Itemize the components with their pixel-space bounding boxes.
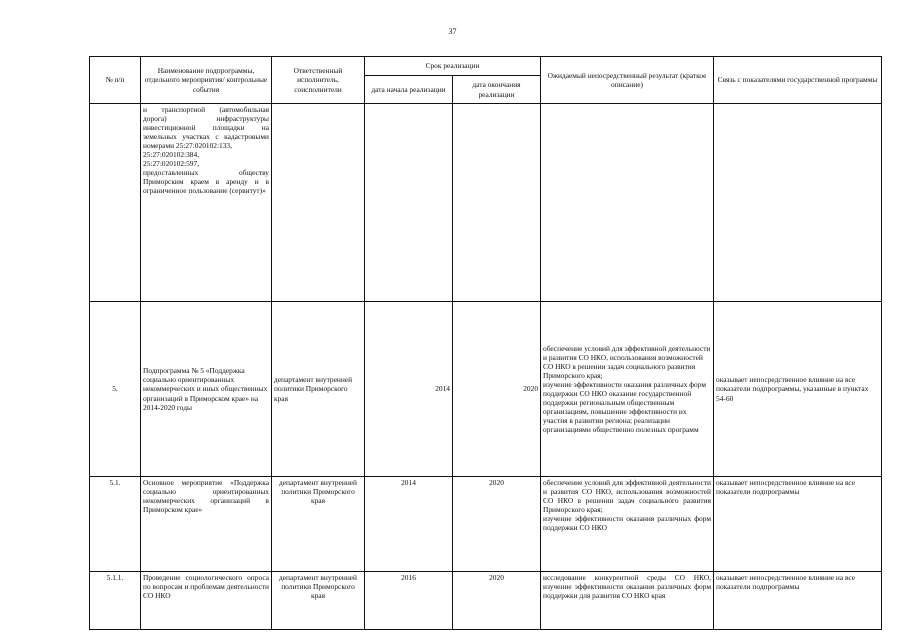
table-row <box>90 477 882 572</box>
row-num: 5. <box>90 302 141 477</box>
row-responsible <box>272 104 365 302</box>
row-end: 2020 <box>453 302 541 477</box>
table-row <box>90 572 882 630</box>
row-link: оказывает непосредственное влияние на все показатели подпрограммы, указанные в пунктах 54-60 <box>714 302 882 477</box>
row-num <box>90 104 141 302</box>
header-period: Срок реализации <box>365 57 541 76</box>
row-result: исследование конкурентной среды СО НКО, изучение эффективности оказания различных форм поддержки для развития СО НКО края <box>541 572 714 630</box>
header-num: № п/п <box>90 57 141 104</box>
table-row <box>90 302 882 477</box>
row-responsible: департамент внутренней политики Приморского края <box>272 477 365 572</box>
row-result <box>541 104 714 302</box>
program-table <box>89 56 882 630</box>
header-name: Наименование подпрограммы, отдельного мероприятия/ контрольные события <box>141 57 272 104</box>
page-number: 37 <box>448 27 457 36</box>
row-start: 2014 <box>365 302 453 477</box>
table-row <box>90 104 882 302</box>
row-name: и транспортной (автомобильная дорога) инфраструктуры инвестиционной площадки на земельных участках с кадастровыми номерами 25:27:020102:133, 25:27:020102:384, 25:27:020102:597, предоставленных обществу Приморским краем в аренду и в ограниченное пользование (сервитут)» <box>141 104 272 302</box>
row-start <box>365 104 453 302</box>
row-start: 2014 <box>365 477 453 572</box>
row-end <box>453 104 541 302</box>
header-link: Связь с показателями государственной программы <box>714 57 882 104</box>
row-num: 5.1.1. <box>90 572 141 630</box>
header-start: дата начала реализации <box>365 76 453 104</box>
row-link <box>714 104 882 302</box>
header-result: Ожидаемый непосредственный результат (краткое описание) <box>541 57 714 104</box>
row-name: Подпрограмма № 5 «Поддержка социально ориентированных некоммерческих и иных общественных организаций в Приморском крае» на 2014-2020 годы <box>141 302 272 477</box>
header-responsible: Ответственный исполнитель, соисполнители <box>272 57 365 104</box>
row-link: оказывает непосредственное влияние на все показатели подпрограммы <box>714 477 882 572</box>
row-end: 2020 <box>453 572 541 630</box>
row-name: Проведение социологического опроса по вопросам и проблемам деятельности СО НКО <box>141 572 272 630</box>
row-link: оказывает непосредственное влияние на все показатели подпрограммы <box>714 572 882 630</box>
row-result: обеспечение условий для эффективной деятельности и развития СО НКО, использования возможностей СО НКО в решении задач социального развития Приморского края; изучение эффективности оказания различных форм поддержки СО НКО оказание государственной поддержки региональным общественным организациям, повышение эффективности их участия в развитии региона; реализации организациями общественно полезных программ <box>541 302 714 477</box>
row-responsible: департамент внутренней политики Приморского края <box>272 302 365 477</box>
row-name: Основное мероприятие «Поддержка социально ориентированных некоммерческих организаций в Приморском крае» <box>141 477 272 572</box>
row-result: обеспечение условий для эффективной деятельности и развития СО НКО, использования возможностей СО НКО в решении задач социального развития Приморского края; изучение эффективности оказания различных форм поддержки СО НКО <box>541 477 714 572</box>
row-num: 5.1. <box>90 477 141 572</box>
row-start: 2016 <box>365 572 453 630</box>
row-responsible: департамент внутренней политики Приморского края <box>272 572 365 630</box>
row-end: 2020 <box>453 477 541 572</box>
header-end: дата окончания реализации <box>453 76 541 104</box>
